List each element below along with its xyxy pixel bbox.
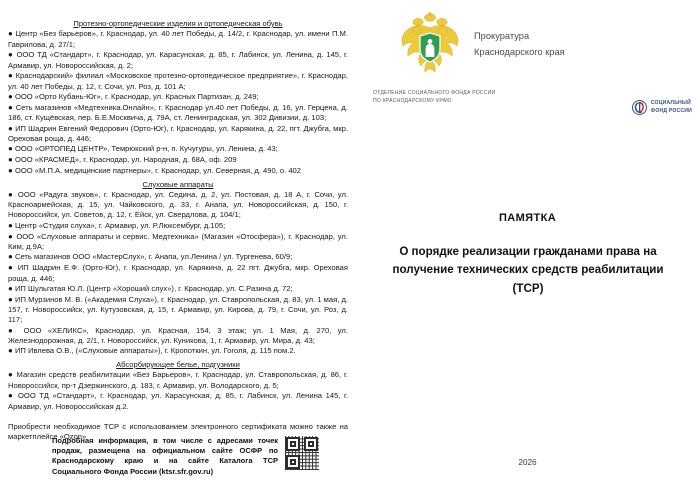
- bullet-icon: ●: [8, 284, 13, 294]
- bullet-icon: ●: [8, 370, 14, 380]
- bullet-icon: ●: [8, 294, 13, 304]
- footer-note-text: Подробная информация, в том числе с адресами точек продаж, размещена на официальном сайте ОСФР по Краснодарскому краю и на сайте Каталога ТСР Социального Фонда России (ktsr.sfr.gov.ru): [52, 436, 278, 476]
- org-line-1: ОТДЕЛЕНИЕ СОЦИАЛЬНОГО ФОНДА РОССИИ: [373, 90, 496, 96]
- list-item: [8, 190, 348, 220]
- list-item-text: ИП Мурзинов М. В. («Академия Слуха»), г. Краснодар, ул. Ставропольская, д. 83, ул. 1 мая, д. 157, г. Новороссийск, ул. Кутузовская, д. 15, г. Армавир, ул. Кирова, д. 79, г. Сочи, ул. Роз, д. 117;: [8, 294, 348, 325]
- list-item-text: ООО «Слуховые аппараты и сервис. Медтехника» (Магазин «Отосфера»), г. Краснодар, ул. Ким, д.9А;: [8, 231, 348, 252]
- bullet-icon: ●: [8, 123, 13, 133]
- list-item: [8, 144, 348, 154]
- list-item-text: Сеть магазинов ООО «МастерСлух», г. Анапа, ул.Ленина / ул. Тургенева, 60/9;: [14, 252, 293, 262]
- bullet-icon: ●: [8, 102, 14, 112]
- list-item: [8, 124, 348, 144]
- sfr-line-1: СОЦИАЛЬНЫЙ: [650, 100, 691, 106]
- list-item-text: Центр «Студия слуха», г. Армавир, ул. Р.Люксембург, д.105;: [14, 220, 226, 230]
- bullet-icon: ●: [8, 220, 13, 230]
- russian-prosecutor-eagle-emblem: [400, 12, 460, 78]
- section-heading: Слуховые аппараты: [142, 179, 214, 189]
- brand-line-2: Краснодарского края: [474, 47, 565, 57]
- qr-finder-icon: [286, 455, 300, 469]
- bullet-icon: ●: [8, 91, 13, 101]
- section-prosthetics: [8, 19, 348, 177]
- list-item-text: Краснодарский» филиал «Московское протезно-ортопедическое предприятие», г. Краснодар, ул. 40 лет Победы, д. 12, г. Сочи, ул. Роз, д. 101 А;: [8, 71, 348, 91]
- bullet-icon: ●: [8, 346, 13, 356]
- org-line-2: ПО КРАСНОДАРСКОМУ КРАЮ: [373, 97, 452, 104]
- social-fund-logo: [632, 100, 692, 115]
- bullet-icon: ●: [8, 29, 14, 39]
- list-item: [8, 155, 348, 165]
- bullet-icon: ●: [8, 155, 13, 165]
- list-item: [8, 370, 348, 390]
- prosecutor-brand: [400, 12, 565, 78]
- list-item-text: ИП Шадрин Е.Ф. (Орто-Юг), г. Краснодар, ул. Карякина, д. 22 пгт. Джубга, мкр. Ореховая роща, д. 446;: [8, 263, 348, 283]
- bullet-icon: ●: [8, 325, 18, 335]
- list-item: [8, 232, 348, 252]
- list-item-text: ООО «КРАСМЕД», г. Краснодар, ул. Народная, д. 68А, оф. 209: [14, 155, 237, 165]
- section-heading: Абсорбирующее белье, подгузники: [116, 359, 240, 369]
- bullet-icon: ●: [8, 190, 15, 199]
- sfr-branch-name: [373, 90, 495, 106]
- list-item: [8, 29, 348, 49]
- list-item: [8, 50, 348, 70]
- cover-panel: [355, 0, 700, 495]
- list-item-text: ООО ТД «Стандарт», г. Краснодар, ул. Карасунская, д. 85, г. Лабинск, ул. Ленина 145, г. Армавир, ул. Новороссийская д.2.: [8, 391, 348, 411]
- social-fund-mark-icon: [632, 100, 647, 115]
- list-item-text: ИП Шадрин Евгений Федорович (Орто-Юг), г. Краснодар, ул. Карякина, д. 22, пгт. Джубга, мкр. Ореховая роща, д. 446;: [8, 123, 348, 143]
- year-label: 2026: [518, 458, 537, 467]
- bullet-icon: ●: [8, 231, 14, 241]
- list-item: [8, 71, 348, 91]
- bullet-icon: ●: [8, 263, 15, 273]
- list-item-text: ИП Шульгатая Ю.Л. (Центр «Хороший слух»), г. Краснодар, ул. С.Разина д. 72;: [14, 284, 293, 294]
- footer-note-block: [52, 436, 344, 477]
- section-hearing-aids: [8, 180, 348, 357]
- list-item: [8, 326, 348, 346]
- bullet-icon: ●: [8, 252, 13, 262]
- list-item: [8, 295, 348, 325]
- list-item: [8, 103, 348, 123]
- brand-line-1: Прокуратура: [474, 31, 530, 42]
- list-item: [8, 391, 348, 411]
- section-absorbent-products: [8, 360, 348, 412]
- organizations-column: [8, 16, 348, 486]
- list-item: [8, 346, 348, 356]
- list-item: [8, 284, 348, 294]
- list-item: [8, 263, 348, 283]
- bullet-icon: ●: [8, 391, 15, 401]
- list-item-text: Сеть магазинов «Медтехника.Онлайн», г. Краснодар ул.40 лет Победы, д. 16, ул. Герцена, д. 186, ст. Кущёвская, пер. Б.Е.Москвича, д. 79А, ст. Ленинградская, ул. 302 Дивизии, д. 103;: [8, 102, 348, 123]
- list-item-text: Центр «Без барьеров», г. Краснодар, ул. 40 лет Победы, д. 14/2, г. Краснодар, ул. имени П.М. Гаврилова, д. 27/1;: [8, 29, 348, 49]
- memo-kicker: ПАМЯТКА: [498, 212, 557, 224]
- bullet-icon: ●: [8, 144, 13, 154]
- list-item-text: ООО «Радуга звуков», г. Краснодар, ул. Седина, д. 2, ул. Постовая, д. 18 А, г. Сочи, ул. Красноармейская, д. 15, ул. Чайковского, д. 33, г. Анапа, ул. Новороссийская, д. 150, г. Новороссийск, ул. Советов, д. 12, г. Ейск, ул. Свердлова, д. 104/1;: [8, 190, 348, 220]
- bullet-icon: ●: [8, 71, 14, 81]
- prosecutor-brand-text: [474, 29, 565, 61]
- list-item-text: ООО «ОРТОПЕД ЦЕНТР», Темрюкский р-н, п. Кучугуры, ул. Ленина, д. 43;: [14, 144, 278, 154]
- list-item: [8, 252, 348, 262]
- list-item: [8, 92, 348, 102]
- list-item-text: ООО «М.П.А. медицинские партнеры», г. Краснодар, ул. Северная, д. 490, о. 402: [14, 166, 302, 176]
- sfr-line-2: ФОНД РОССИИ: [650, 107, 692, 114]
- list-item-text: ООО «ХЕЛИКС», Краснодар, ул. Красная, 154, 3 этаж; ул. 1 Мая, д. 270, ул. Железнодорожная, д. 2/1, г. Новороссийск, ул. Куникова, 1, г. Армавир, ул. Мира, д. 43;: [8, 325, 348, 346]
- list-item-text: Магазин средств реабилитации «Без Барьеров», г. Краснодар, ул. Ставропольская, д. 86, г. Новороссийск, пр-т Дзержинского, д. 183, г. Армавир, ул. Володарского, д. 5;: [8, 370, 348, 390]
- social-fund-logo-text: [651, 100, 692, 115]
- bullet-icon: ●: [8, 166, 13, 176]
- qr-code[interactable]: [285, 436, 319, 470]
- list-item-text: ИП Ивлева О.В., («Слуховые аппараты»), г. Кропоткин, ул. Гоголя, д. 115 пом.2.: [14, 346, 296, 356]
- ozon-note: Приобрести необходимое ТСР с использованием электронного сертификата можно также на маркетплейсе «Ozon»: [8, 421, 348, 441]
- list-item-text: ООО «Орто Кубань-Юг», г. Краснодар, ул. Красных Партизан, д. 249;: [14, 91, 259, 101]
- page-title: О порядке реализации гражданами права на получение технических средств реабилитации (ТСР): [392, 245, 664, 295]
- section-heading: Протезно-ортопедические изделия и ортопедическая обувь: [73, 19, 283, 28]
- list-item-text: ООО ТД «Стандарт», г. Краснодар, ул. Карасунская, д. 85, г. Лабинск, ул. Ленина, д. 145, г. Армавир, ул. Новороссийская, д. 2;: [8, 50, 348, 70]
- bullet-icon: ●: [8, 50, 14, 60]
- list-item: [8, 166, 348, 176]
- list-item: [8, 221, 348, 231]
